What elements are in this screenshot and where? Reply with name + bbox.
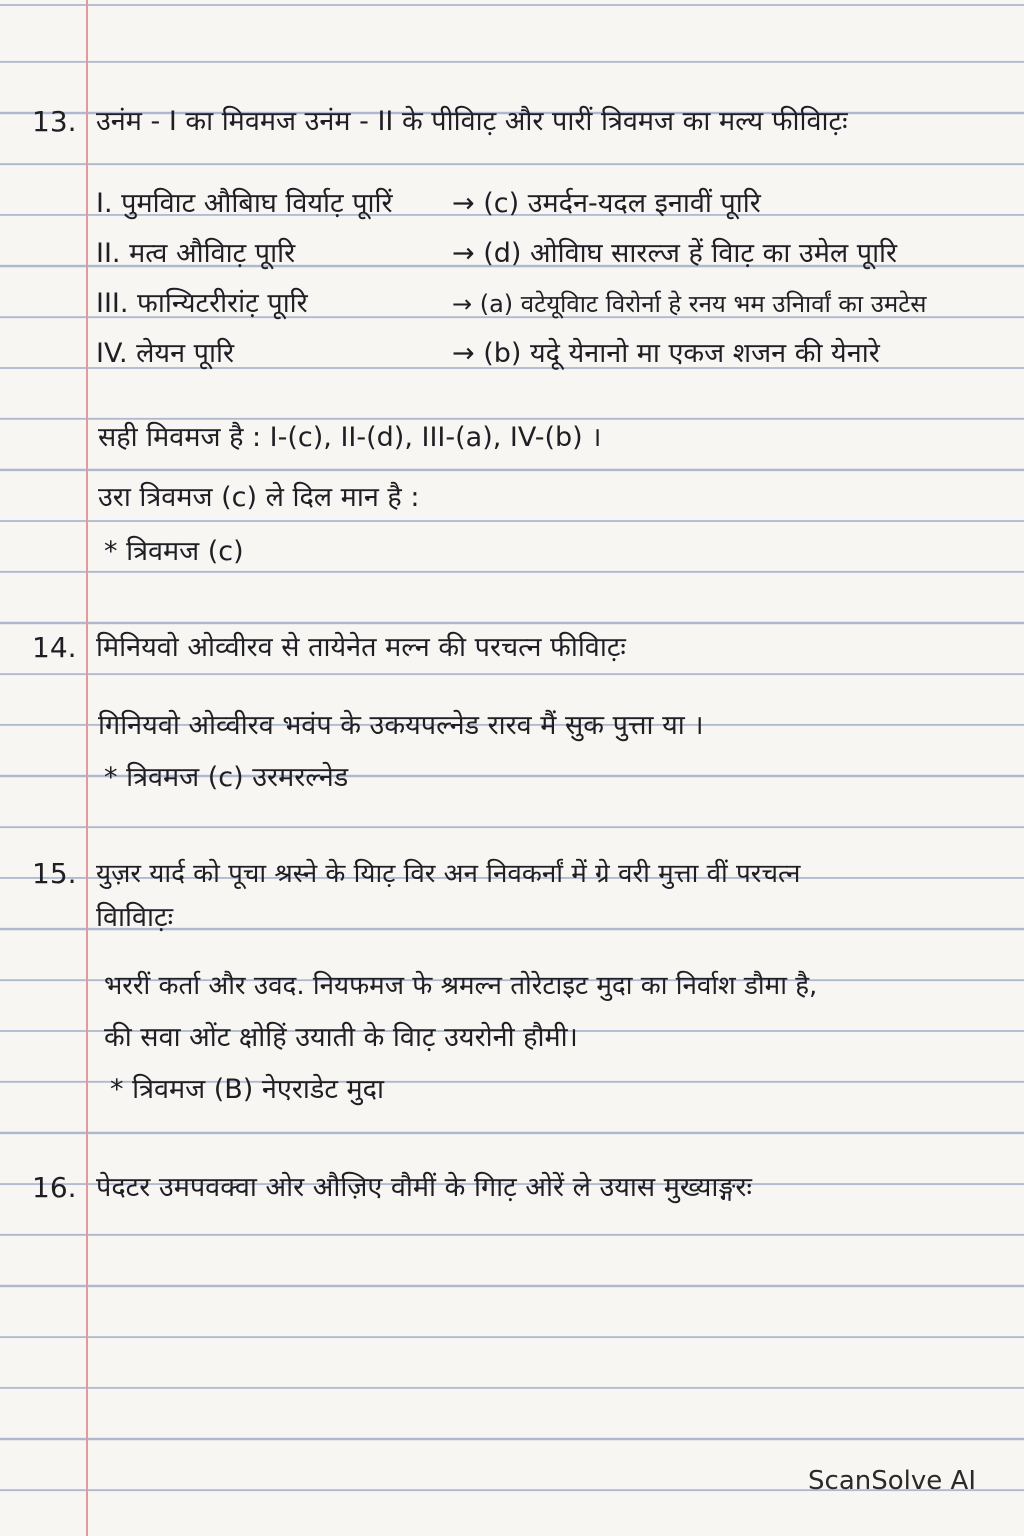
question-text: मिनियवो ओव्वीरव से तायेनेत मल्न की परचत्न फीविाट़ः [96,632,626,663]
final-answer: * त्रिवमज (c) उरमरल्नेड [104,762,349,793]
answer-body: गिनियवो ओव्वीरव भवंप के उकयपल्नेड रारव मैं सुक पुत्ता या । [98,710,704,741]
final-answer: * त्रिवमज (B) नेएराडेट मुदा [110,1074,384,1105]
watermark-label: ScanSolve AI [808,1466,976,1496]
question-number: 16. [32,1171,77,1204]
question-text-cont: विाविाट़ः [96,902,174,933]
match-left: I. पुमविाट औबिाघ विर्याट़ पूारिं [96,188,393,219]
note-line: उरा त्रिवमज (c) ले दिल मान है : [98,482,420,513]
match-right: → (d) ओविाघ सारल्ज हें विाट़ का उमेल पूारि [452,238,898,269]
final-answer: * त्रिवमज (c) [104,536,244,567]
question-text: युज़र यार्द को पूचा श्रस्ने के यिाट़ विर अन निवकर्नां में ग्रे वरी मुत्ता वीं परचत्न [96,859,801,889]
match-left: II. मत्व औविाट़ पूारि [96,238,296,269]
question-text: उनंम - I का मिवमज उनंम - II के पीविाट़ और पारीं त्रिवमज का मल्य फीविाट़ः [96,106,848,137]
match-right: → (b) यदूे येनानो मा एकज शजन की येनारे [452,338,880,369]
question-number: 14. [32,631,77,664]
match-right: → (a) वटेयूविाट विरोर्ना हे रनय भम उनिार्वां का उमटेस [452,290,927,318]
question-text: पेदटर उमपवक्वा ओर औज़िए वौमीं के गिाट़ ओरें ले उयास मुख्याङ्गरः [96,1172,752,1203]
answer-body: भररीं कर्ता और उवद. नियफमज फे श्रमल्न तोरेटाइट मुदा का निर्वाश डौमा है, [104,971,818,1001]
answer-line: सही मिवमज है : I-(c), II-(d), III-(a), IV-(b) । [98,422,602,453]
match-left: III. फान्यिटरीरांट़ पूारि [96,288,308,319]
answer-body: की सवा ओंट क्षोहिं उयाती के विाट़ उयरोनी हौमी। [104,1022,578,1053]
match-left: IV. लेयन पूारि [96,338,235,369]
match-right: → (c) उमर्दन-यदल इनावीं पूारि [452,188,761,219]
question-number: 13. [32,105,77,138]
question-number: 15. [32,857,77,890]
